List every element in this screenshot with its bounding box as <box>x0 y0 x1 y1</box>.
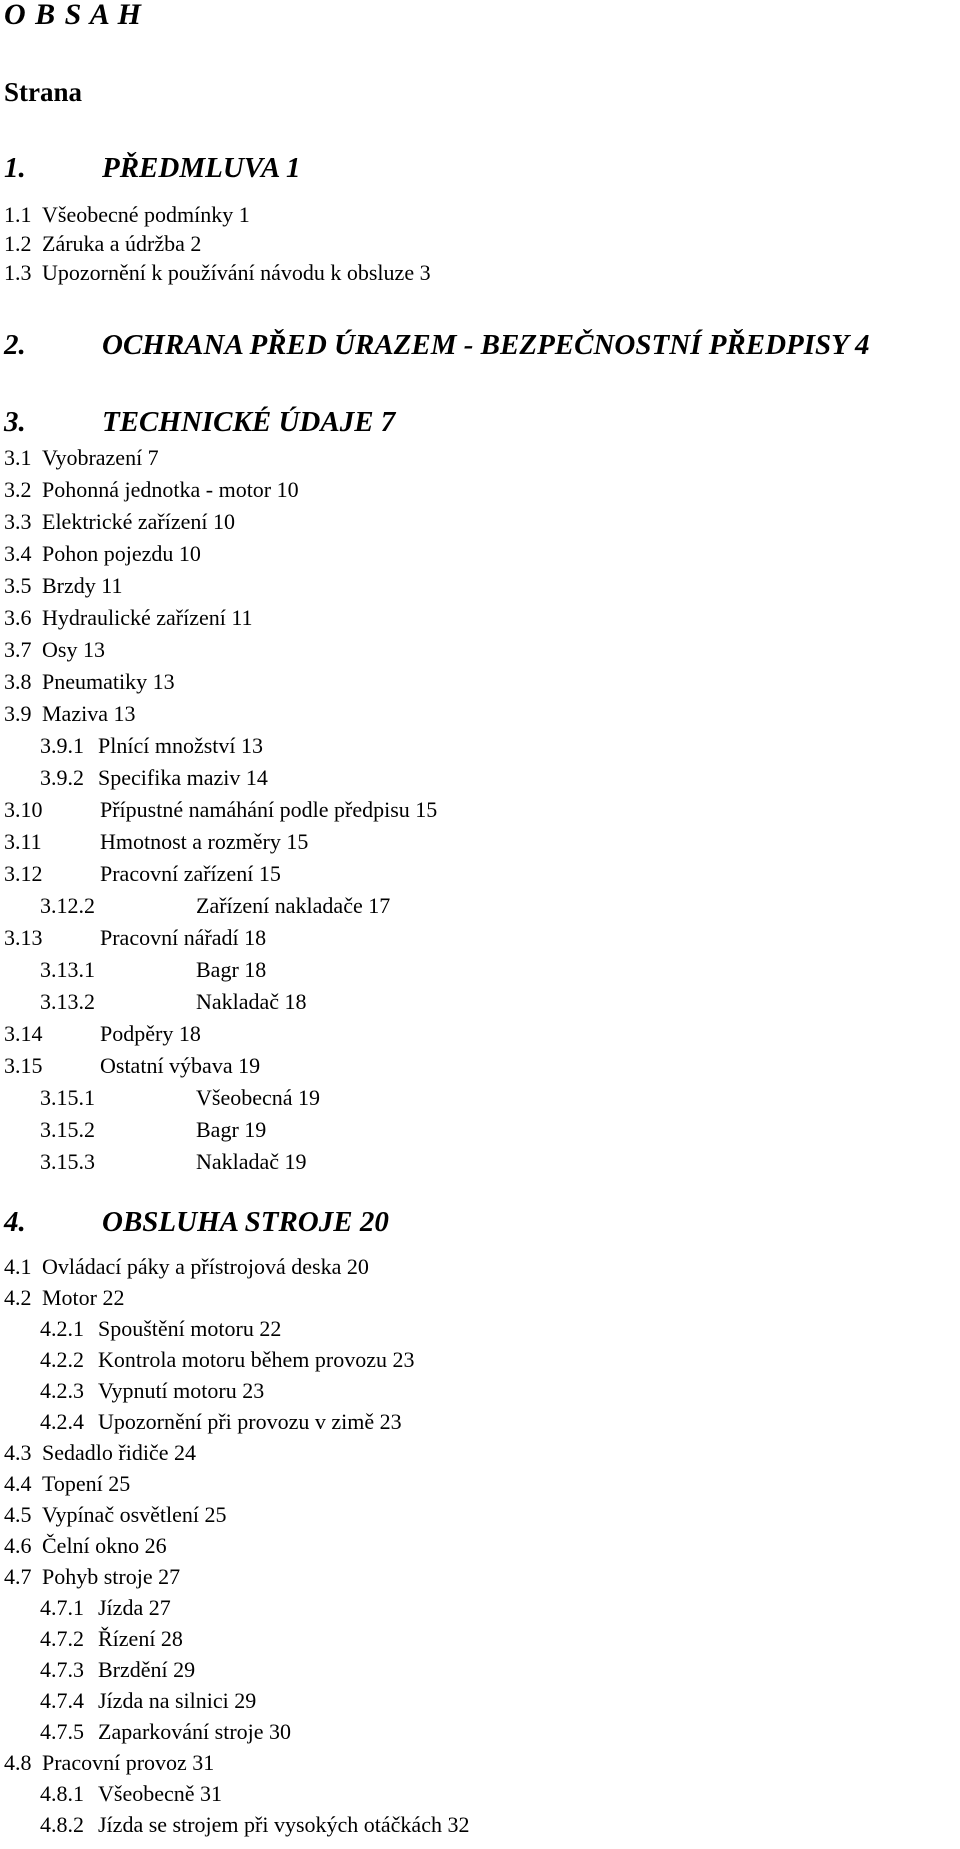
entry-number: 3.9.2 <box>40 765 84 790</box>
entry-title: Motor 22 <box>42 1285 125 1310</box>
entry-number: 4.4 <box>4 1471 32 1496</box>
entry-number: 4.7.2 <box>40 1626 84 1651</box>
chapter-title: PŘEDMLUVA 1 <box>102 152 301 184</box>
entry-number: 1.2 <box>4 231 32 256</box>
entry-number: 4.5 <box>4 1502 32 1527</box>
entry-title: Elektrické zařízení 10 <box>42 509 236 534</box>
chapter-number: 2. <box>4 329 26 361</box>
entry-number: 3.4 <box>4 541 32 566</box>
entry-number: 4.2.1 <box>40 1316 84 1341</box>
entry-number: 4.7.4 <box>40 1688 84 1713</box>
entry-number: 3.13.1 <box>40 957 95 982</box>
entry-title: Jízda na silnici 29 <box>98 1688 257 1713</box>
entry-title: Podpěry 18 <box>100 1021 201 1046</box>
entry-number: 4.7.1 <box>40 1595 84 1620</box>
entry-title: Bagr 19 <box>196 1117 267 1142</box>
entry-title: Pracovní zařízení 15 <box>100 861 281 886</box>
entry-number: 3.14 <box>4 1021 43 1046</box>
entry-title: Čelní okno 26 <box>42 1533 167 1558</box>
entry-number: 3.15.1 <box>40 1085 95 1110</box>
entry-number: 3.15.3 <box>40 1149 95 1174</box>
entry-title: Jízda se strojem při vysokých otáčkách 32 <box>98 1812 470 1837</box>
entry-number: 3.12.2 <box>40 893 95 918</box>
entry-number: 3.1 <box>4 445 32 470</box>
entry-title: Pohyb stroje 27 <box>42 1564 181 1589</box>
entry-number: 4.8.1 <box>40 1781 84 1806</box>
entry-title: Přípustné namáhání podle předpisu 15 <box>100 797 438 822</box>
entry-title: Topení 25 <box>42 1471 131 1496</box>
entry-number: 3.6 <box>4 605 32 630</box>
entry-number: 3.7 <box>4 637 32 662</box>
entry-number: 3.11 <box>4 829 42 854</box>
entry-number: 4.7 <box>4 1564 32 1589</box>
entry-title: Zařízení nakladače 17 <box>196 893 391 918</box>
entry-number: 3.13.2 <box>40 989 95 1014</box>
entry-title: Brzdy 11 <box>42 573 123 598</box>
page-column-label: Strana <box>4 77 83 107</box>
entry-number: 4.2 <box>4 1285 32 1310</box>
entry-title: Pracovní provoz 31 <box>42 1750 215 1775</box>
entry-number: 3.13 <box>4 925 43 950</box>
entry-title: Maziva 13 <box>42 701 136 726</box>
chapter-number: 4. <box>4 1206 26 1238</box>
entry-number: 1.3 <box>4 260 32 285</box>
entry-number: 4.2.2 <box>40 1347 84 1372</box>
entry-number: 3.10 <box>4 797 43 822</box>
entry-number: 3.9.1 <box>40 733 84 758</box>
chapter-number: 3. <box>4 406 26 438</box>
entry-title: Upozornění k používání návodu k obsluze 3 <box>42 260 431 285</box>
entry-title: Vypnutí motoru 23 <box>98 1378 265 1403</box>
entry-title: Vypínač osvětlení 25 <box>42 1502 227 1527</box>
chapter-number: 1. <box>4 152 26 184</box>
entry-number: 3.2 <box>4 477 32 502</box>
entry-number: 4.7.3 <box>40 1657 84 1682</box>
entry-title: Všeobecná 19 <box>196 1085 321 1110</box>
entry-number: 4.8.2 <box>40 1812 84 1837</box>
entry-title: Pohonná jednotka - motor 10 <box>42 477 299 502</box>
entry-title: Všeobecné podmínky 1 <box>42 202 250 227</box>
chapter-title: OCHRANA PŘED ÚRAZEM - BEZPEČNOSTNÍ PŘEDPISY 4 <box>102 329 870 361</box>
entry-number: 4.1 <box>4 1254 32 1279</box>
entry-number: 4.2.4 <box>40 1409 84 1434</box>
entry-title: Sedadlo řidiče 24 <box>42 1440 196 1465</box>
entry-title: Specifika maziv 14 <box>98 765 268 790</box>
entry-number: 3.15.2 <box>40 1117 95 1142</box>
entry-title: Brzdění 29 <box>98 1657 196 1682</box>
entry-number: 4.6 <box>4 1533 32 1558</box>
entry-title: Hmotnost a rozměry 15 <box>100 829 309 854</box>
entry-number: 1.1 <box>4 202 32 227</box>
entry-title: Pracovní nářadí 18 <box>100 925 267 950</box>
entry-number: 3.8 <box>4 669 32 694</box>
entry-title: Osy 13 <box>42 637 105 662</box>
entry-title: Hydraulické zařízení 11 <box>42 605 253 630</box>
entry-title: Plnící množství 13 <box>98 733 263 758</box>
document-title: O B S A H <box>4 0 142 31</box>
entry-title: Pneumatiky 13 <box>42 669 175 694</box>
entry-title: Jízda 27 <box>98 1595 171 1620</box>
entry-title: Vyobrazení 7 <box>42 445 159 470</box>
entry-title: Pohon pojezdu 10 <box>42 541 201 566</box>
entry-title: Nakladač 18 <box>196 989 307 1014</box>
entry-number: 4.7.5 <box>40 1719 84 1744</box>
entry-number: 3.5 <box>4 573 32 598</box>
entry-title: Kontrola motoru během provozu 23 <box>98 1347 415 1372</box>
entry-title: Ostatní výbava 19 <box>100 1053 261 1078</box>
entry-title: Ovládací páky a přístrojová deska 20 <box>42 1254 369 1279</box>
entry-number: 3.12 <box>4 861 43 886</box>
entry-number: 3.3 <box>4 509 32 534</box>
entry-title: Bagr 18 <box>196 957 267 982</box>
entry-title: Řízení 28 <box>98 1626 183 1651</box>
chapter-title: TECHNICKÉ ÚDAJE 7 <box>102 406 396 438</box>
entry-title: Nakladač 19 <box>196 1149 307 1174</box>
entry-title: Záruka a údržba 2 <box>42 231 202 256</box>
entry-title: Všeobecně 31 <box>98 1781 223 1806</box>
entry-title: Upozornění při provozu v zimě 23 <box>98 1409 402 1434</box>
entry-number: 3.15 <box>4 1053 43 1078</box>
entry-number: 4.8 <box>4 1750 32 1775</box>
entry-title: Spouštění motoru 22 <box>98 1316 282 1341</box>
entry-title: Zaparkování stroje 30 <box>98 1719 292 1744</box>
entry-number: 4.3 <box>4 1440 32 1465</box>
entry-number: 3.9 <box>4 701 32 726</box>
chapter-title: OBSLUHA STROJE 20 <box>102 1206 389 1238</box>
entry-number: 4.2.3 <box>40 1378 84 1403</box>
